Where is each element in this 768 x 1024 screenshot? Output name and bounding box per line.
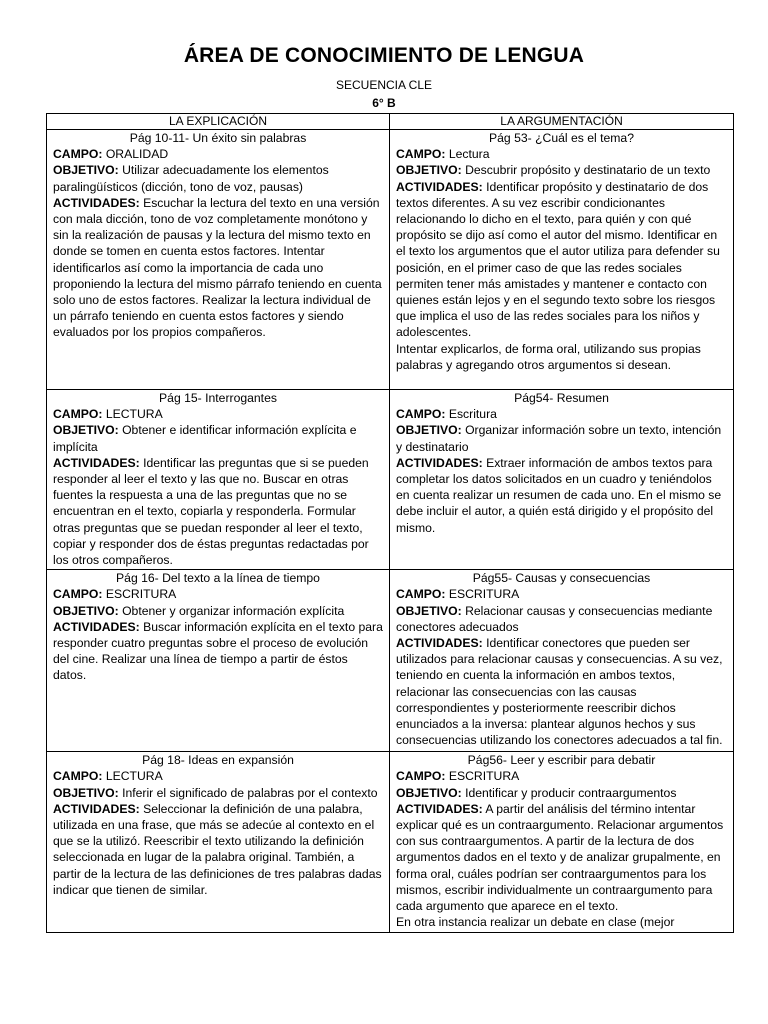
objetivo-line xyxy=(396,603,727,635)
campo-label: CAMPO: xyxy=(53,769,103,784)
objetivo-value: Identificar y producir contraargumentos xyxy=(465,785,677,800)
document-subtitle: SECUENCIA CLE xyxy=(335,78,433,92)
sequence-table xyxy=(46,113,734,933)
objetivo-line xyxy=(53,603,383,619)
table-header-row xyxy=(47,114,734,130)
actividades-line xyxy=(396,179,727,341)
objetivo-line xyxy=(53,422,383,454)
table-row xyxy=(47,570,734,752)
campo-value: Lectura xyxy=(448,147,490,162)
objetivo-label: OBJETIVO: xyxy=(53,423,119,438)
objetivo-label: OBJETIVO: xyxy=(396,163,462,178)
objetivo-label: OBJETIVO: xyxy=(53,603,119,618)
campo-value: LECTURA xyxy=(105,769,163,784)
table-row xyxy=(47,390,734,570)
campo-label: CAMPO: xyxy=(53,407,103,422)
campo-value: ESCRITURA xyxy=(448,587,520,602)
table-cell xyxy=(47,390,390,570)
campo-label: CAMPO: xyxy=(53,587,103,602)
campo-label: CAMPO: xyxy=(53,147,103,162)
table-row xyxy=(47,130,734,390)
cell-content xyxy=(396,752,727,931)
column-header-argumentacion: LA ARGUMENTACIÓN xyxy=(390,114,734,130)
actividades-line xyxy=(53,455,383,568)
actividades-value: Extraer información de ambos textos para completar los datos solicitados en un cuadro y teniéndolos en cuenta realizar un resumen de cada uno. En el mismo se debe incluir el autor, a quién está dirigido y el propósito del mismo. xyxy=(396,455,722,535)
actividades-value: Identificar las preguntas que si se pueden responder al leer el texto y las que no. Buscar en otras fuentes la respuesta a una de las preguntas que no se encuentran en el texto, copiarla y responderla. Formular otras preguntas que se puedan responder al leer el texto, copiar y responder dos de éstas preguntas redactadas por los otros compañeros. xyxy=(53,455,369,568)
campo-label: CAMPO: xyxy=(396,769,446,784)
actividades-line xyxy=(53,195,383,341)
actividades-label: ACTIVIDADES: xyxy=(53,801,140,816)
campo-line xyxy=(53,586,383,602)
objetivo-value: Inferir el significado de palabras por el contexto xyxy=(122,785,378,800)
campo-label: CAMPO: xyxy=(396,147,446,162)
lesson-title: Pág 15- Interrogantes xyxy=(159,391,277,405)
objetivo-value: Relacionar causas y consecuencias mediante conectores adecuados xyxy=(396,603,713,634)
actividades-extra: En otra instancia realizar un debate en clase (mejor xyxy=(396,915,675,930)
objetivo-label: OBJETIVO: xyxy=(396,423,462,438)
objetivo-value: Utilizar adecuadamente los elementos paralingüísticos (dicción, tono de voz, pausas) xyxy=(53,163,329,194)
objetivo-line xyxy=(396,422,727,454)
campo-line xyxy=(53,768,383,784)
table-cell xyxy=(47,570,390,752)
actividades-label: ACTIVIDADES: xyxy=(53,619,140,634)
objetivo-line xyxy=(396,162,727,178)
course-label: 6° B xyxy=(372,96,396,110)
table-cell xyxy=(390,390,734,570)
campo-value: LECTURA xyxy=(105,407,163,422)
campo-label: CAMPO: xyxy=(396,407,446,422)
actividades-value: A partir del análisis del término intentar explicar qué es un contraargumento. Relacionar argumentos con sus contraargumentos. A partir de la lectura de dos argumentos dados en el texto y de analizar grupalmente, en forma oral, cuáles podrían ser contraargumentos para los mismos, escribir individualmente un contraargumento para cada argumento que aparece en el texto. xyxy=(396,801,724,914)
objetivo-value: Obtener e identificar información explícita e implícita xyxy=(53,423,357,454)
lesson-title: Pág 16- Del texto a la línea de tiempo xyxy=(116,571,320,586)
objetivo-line xyxy=(53,162,383,194)
actividades-value: Buscar información explícita en el texto para responder cuatro preguntas sobre el proceso de evolución del cine. Realizar una línea de tiempo a partir de éstos datos. xyxy=(53,619,383,683)
actividades-line xyxy=(396,801,727,914)
campo-line xyxy=(53,406,383,422)
table-cell xyxy=(390,570,734,752)
campo-value: ORALIDAD xyxy=(105,147,169,162)
campo-value: ESCRITURA xyxy=(105,587,177,602)
actividades-line xyxy=(53,619,383,684)
table-cell xyxy=(390,130,734,390)
objetivo-value: Obtener y organizar información explícita xyxy=(122,603,345,618)
actividades-value: Escuchar la lectura del texto en una versión con mala dicción, tono de voz completamente monótono y sin la realización de pausas y la lectura del mismo texto en donde se tomen en cuenta estos factores. Intentar identificarlos así como la importancia de cada uno proponiendo la lectura del mismo párrafo teniendo en cuenta solo uno de estos factores. Realizar la lectura individual de un párrafo teniendo en cuenta estos factores y siendo evaluados por los propios compañeros. xyxy=(53,195,382,340)
campo-label: CAMPO: xyxy=(396,587,446,602)
lesson-title: Pág54- Resumen xyxy=(514,391,609,405)
campo-line xyxy=(53,146,383,162)
objetivo-value: Organizar información sobre un texto, intención y destinatario xyxy=(396,423,722,454)
actividades-label: ACTIVIDADES: xyxy=(53,455,140,470)
actividades-line xyxy=(53,801,383,898)
campo-line xyxy=(396,406,727,422)
actividades-extra: Intentar explicarlos, de forma oral, utilizando sus propias palabras y agregando otros argumentos si desean. xyxy=(396,341,701,372)
actividades-label: ACTIVIDADES: xyxy=(396,636,483,651)
objetivo-label: OBJETIVO: xyxy=(396,785,462,800)
actividades-label: ACTIVIDADES: xyxy=(396,801,483,816)
actividades-value: Identificar conectores que pueden ser utilizados para relacionar causas y consecuencias. A su vez, teniendo en cuenta la información en ambos textos, relacionar las consecuencias con las causas correspondientes y posteriormente reescribir dichos enunciados a la inversa: plantear algunos hechos y sus consecuencias utilizando los conectores adecuados a tal fin. xyxy=(396,636,723,748)
campo-line xyxy=(396,768,727,784)
lesson-title: Pág56- Leer y escribir para debatir xyxy=(467,753,656,768)
lesson-title: Pág55- Causas y consecuencias xyxy=(472,571,651,586)
page-title: ÁREA DE CONOCIMIENTO DE LENGUA xyxy=(183,44,585,67)
actividades-label: ACTIVIDADES: xyxy=(396,179,483,194)
campo-value: Escritura xyxy=(448,407,497,422)
actividades-value: Identificar propósito y destinatario de dos textos diferentes. A su vez escribir condicionantes relacionando lo dicho en el texto, para quién y con qué propósito se dijo así como el autor del mismo. Identificar en el texto los argumentos que el autor utiliza para defender su posición, en el primer caso de que las redes sociales permiten tener más amistades y mantener e contacto con quienes están lejos y en el segundo texto sobre los riesgos que implica el uso de las redes sociales para los niños y adolescentes. xyxy=(396,179,720,340)
table-row xyxy=(47,752,734,933)
campo-line xyxy=(396,586,727,602)
objetivo-label: OBJETIVO: xyxy=(53,785,119,800)
cell-content xyxy=(53,752,383,931)
actividades-label: ACTIVIDADES: xyxy=(53,195,140,210)
campo-line xyxy=(396,146,727,162)
actividades-value: Seleccionar la definición de una palabra, utilizada en una frase, que más se adecúe al contexto en el que se la utilizó. Reescribir el texto utilizando la definición seleccionada en lugar de la palabra original. También, a partir de la lectura de las definiciones de tres palabras dadas indicar que tienen de similar. xyxy=(53,801,382,897)
lesson-title: Pág 10-11- Un éxito sin palabras xyxy=(129,131,307,145)
lesson-title: Pág 53- ¿Cuál es el tema? xyxy=(489,131,634,145)
actividades-line xyxy=(396,455,727,536)
objetivo-label: OBJETIVO: xyxy=(53,163,119,178)
objetivo-value: Descubrir propósito y destinatario de un texto xyxy=(465,163,711,178)
objetivo-line xyxy=(396,785,727,801)
objetivo-line xyxy=(53,785,383,801)
campo-value: ESCRITURA xyxy=(448,769,520,784)
actividades-line xyxy=(396,635,727,748)
objetivo-label: OBJETIVO: xyxy=(396,603,462,618)
lesson-title: Pág 18- Ideas en expansión xyxy=(142,753,294,768)
column-header-explicacion: LA EXPLICACIÓN xyxy=(47,114,390,130)
table-cell xyxy=(47,752,390,933)
actividades-label: ACTIVIDADES: xyxy=(396,455,483,470)
table-cell xyxy=(390,752,734,933)
table-cell xyxy=(47,130,390,390)
